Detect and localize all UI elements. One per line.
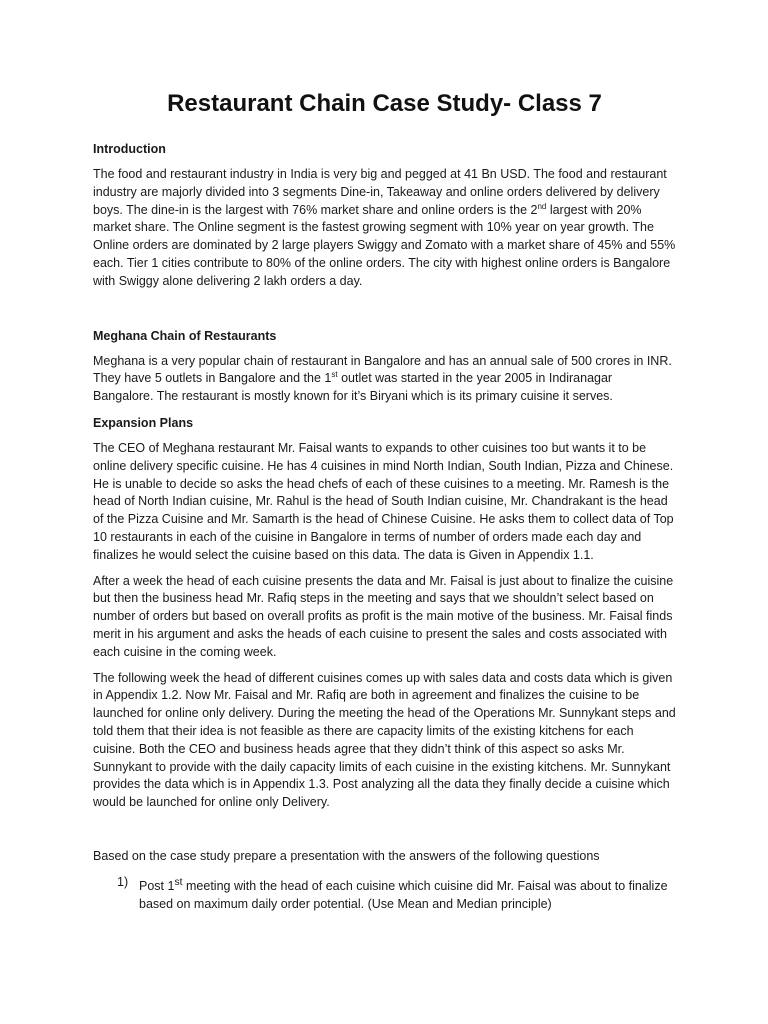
introduction-superscript: nd [537,201,547,211]
expansion-paragraph-1: The CEO of Meghana restaurant Mr. Faisal wants to expands to other cuisines too but wants it to be online delivery specific cuisine. He has 4 cuisines in mind North Indian, South Indian, Pizza and Chinese. He is unable to decide so asks the head chefs of each of these cuisines to a meeting. Mr. Ramesh is the head of North Indian cuisine, Mr. Rahul is the head of South Indian cuisine, Mr. Chandrakant is the head of the Pizza Cuisine and Mr. Samarth is the head of Chinese Cuisine. He asks them to collect data of Top 10 restaurants in each of the cuisine in Bangalore in terms of number of orders made each day and finalizes he would select the cuisine based on this data. The data is Given in Appendix 1.1. [93,440,674,562]
section-spacer [93,820,676,848]
question-text-part1: Post 1 [139,878,175,893]
question-text-part2: meeting with the head of each cuisine which cuisine did Mr. Faisal was about to finalize based on maximum daily order potential. (Use Mean and Median principle) [139,878,668,911]
introduction-paragraph [93,166,676,291]
introduction-heading: Introduction [93,142,166,156]
introduction-text-part2: largest with 20% market share. The Online segment is the fastest growing segment with 10% year on year growth. The Online orders are dominated by 2 large players Swiggy and Zomato with a market share of 45% and 55% each. Tier 1 cities contribute to 80% of the online orders. The city with highest online orders is Bangalore with Swiggy alone delivering 2 lakh orders a day. [93,202,676,288]
questions-list [93,874,676,914]
questions-intro: Based on the case study prepare a presentation with the answers of the following questions [93,848,600,863]
question-item [93,874,676,914]
meghana-superscript: st [331,370,338,380]
question-number: 1) [117,874,129,889]
expansion-heading: Expansion Plans [93,415,194,430]
meghana-heading: Meghana Chain of Restaurants [93,328,277,343]
question-superscript: st [174,876,183,888]
meghana-paragraph [93,353,676,406]
expansion-paragraph-3: The following week the head of different cuisines comes up with sales data and costs data which is given in Appendix 1.2. Now Mr. Faisal and Mr. Rafiq are both in agreement and finalizes the cuisine to be launched for online only delivery. During the meeting the head of the Operations Mr. Sunnykant steps and told them that their idea is not feasible as there are capacity limits of the existing kitchens for each cuisine. Both the CEO and business heads agree that they didn’t think of this aspect so asks Mr. Sunnykant to provide with the daily capacity limits of each cuisine in the existing kitchens. Mr. Sunnykant provides the data which is in Appendix 1.3. Post analyzing all the data they finally decide a cuisine which would be launched for online only Delivery. [93,670,676,810]
document-title: Restaurant Chain Case Study- Class 7 [167,90,602,117]
introduction-text-part1: The food and restaurant industry in India is very big and pegged at 41 Bn USD. The food and restaurant industry are majorly divided into 3 segments Dine-in, Takeaway and online orders delivered by delivery boys. The dine-in is the largest with 76% market share and online orders is the 2 [93,167,667,217]
section-spacer [93,299,676,327]
expansion-paragraph-2: After a week the head of each cuisine presents the data and Mr. Faisal is just about to finalize the cuisine but then the business head Mr. Rafiq steps in the meeting and says that we shouldn’t select based on number of orders but based on overall profits as profit is the main motive of the business. Mr. Faisal finds merit in his argument and asks the heads of each cuisine to present the sales and costs associated with each cuisine in the coming week. [93,573,674,659]
meghana-text-part1: Meghana is a very popular chain of restaurant in Bangalore and has an annual sale of 500 crores in INR. They have 5 outlets in Bangalore and the 1 [93,353,672,386]
meghana-text-part2: outlet was started in the year 2005 in Indiranagar Bangalore. The restaurant is mostly known for it’s Biryani which is its primary cuisine it serves. [93,371,613,404]
